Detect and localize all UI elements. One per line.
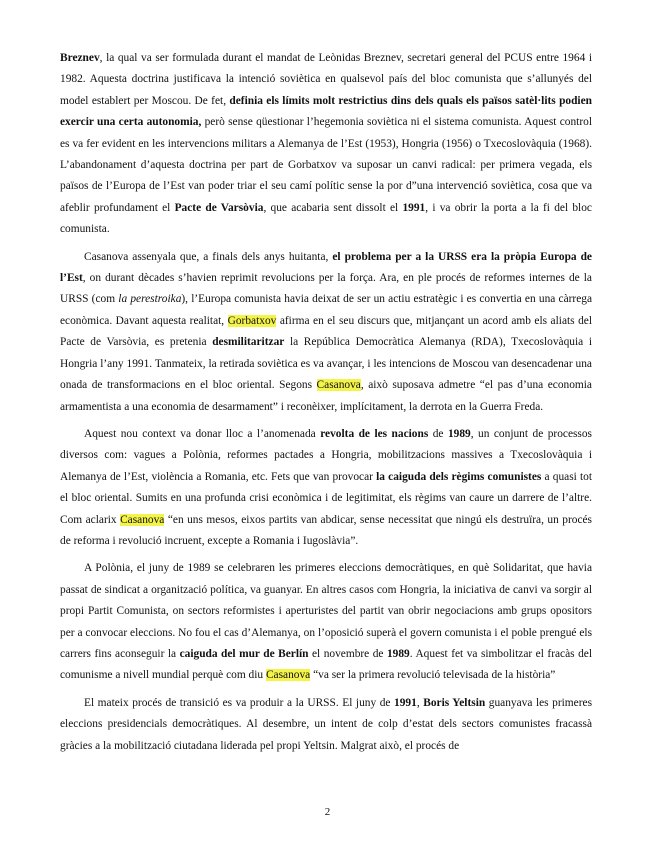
text-run: afirma en el seu discurs que, mitjançant un acord amb els aliats del Pacte de Varsòvia, es pretenia [60, 314, 592, 349]
highlighted-name: Casanova [316, 379, 361, 392]
bold-text: desmilitaritzar [212, 336, 285, 349]
text-run: A Polònia, el juny de 1989 se celebraren les primeres eleccions democràtiques, en què Solidaritat, que havia passat de sindicat a organització política, va guanyar. En altres casos com Hongria, la iniciativa de canvi va sorgir al propi Partit Comunista, on sectors reformistes i aperturistes del partit van obrir negociacions amb grups opositors per a convocar eleccions. No fou el cas d’Alemanya, on l’oposició superà el govern comunista i el poble prengué els carrers fins aconseguir la [60, 562, 592, 660]
bold-text: 1989 [447, 427, 471, 440]
text-run: , la qual va ser formulada durant el mandat de Leònidas Breznev, secretari general del PCUS entre 1964 i 1982. Aquesta doctrina justificava la intenció soviètica en qualsevol país del bloc comunista que s’allunyés del model establert per Moscou. De fet, [60, 52, 592, 107]
text-run: , [416, 696, 424, 709]
text-run: El mateix procés de transició es va produir a la URSS. El juny de [84, 696, 395, 709]
text-run: . Aquest fet va simbolitzar el fracàs del comunisme a nivell mundial perquè com diu [60, 647, 592, 682]
bold-text: caiguda del mur de Berlín [179, 647, 309, 660]
text-run: Aquest nou context va donar lloc a l’anomenada [84, 427, 321, 440]
text-run: , que acabaria sent dissolt el [263, 201, 403, 214]
text-run: , això suposava admetre “el pas d’una economia armamentista a una economia de desarmament” i reconèixer, implícitament, la derrota en la Guerra Freda. [60, 379, 592, 413]
body-paragraph [60, 424, 592, 552]
text-run: a quasi tot el bloc oriental. Sumits en una profunda crisi econòmica i de legitimitat, els règims van caure un darrere de l’altre. Com aclarix [60, 470, 592, 526]
body-paragraph [60, 558, 592, 686]
text-run: però sense qüestionar l’hegemonia soviètica ni el sistema comunista. Aquest control es va fer evident en les intervencions militars a Alemanya de l’Est (1953), Hongria (1956) o Txecoslovàquia (1968). L’abandonament d’aquesta doctrina per part de Gorbatxov va suposar un canvi radical: per primera vegada, els països de l’Europa de l’Est van poder triar el seu camí polític sense la por d”una intervenció soviètica, cosa que va afeblir profundament el [60, 116, 592, 214]
text-run: de [428, 427, 448, 440]
text-run: , i va obrir la porta a la fi del bloc comunista. [60, 201, 592, 236]
text-run: el novembre de [308, 647, 387, 660]
highlighted-name: Casanova [120, 513, 165, 526]
text-run: “en uns mesos, eixos partits van abdicar, sense necessitat que ningú els destruïra, un procés de reforma i revolució incruent, excepte a Romania i Iugoslàvia”. [60, 513, 592, 547]
text-run: “va ser la primera revolució televisada de la història” [310, 669, 556, 682]
body-paragraph [60, 693, 592, 757]
bold-text: la caiguda dels règims comunistes [376, 470, 542, 483]
body-paragraph [60, 247, 592, 418]
italic-text: la perestroika [118, 293, 182, 306]
document-body [60, 48, 592, 763]
page-number: 2 [324, 806, 331, 818]
body-paragraph [60, 48, 592, 241]
text-run: la República Democràtica Alemanya (RDA), Txecoslovàquia i Hongria l’any 1991. Tanmateix, la retirada soviètica es va avançar, i les intencions de Moscou van desencadenar una onada de transformacions en el bloc oriental. Segons [60, 336, 592, 392]
bold-text: revolta de les nacions [320, 427, 429, 440]
bold-text: Boris Yeltsin [423, 696, 486, 709]
highlighted-name: Casanova [265, 669, 311, 682]
text-run: , on durant dècades s’havien reprimit revolucions per la força. Ara, en ple procés de reformes internes de la URSS (com [60, 272, 592, 306]
bold-text: Breznev [60, 52, 100, 64]
bold-text: 1991 [402, 201, 426, 214]
bold-text: 1989 [386, 647, 410, 660]
text-run: Casanova assenyala que, a finals dels anys huitanta, [84, 250, 333, 263]
bold-text: 1991 [394, 696, 417, 709]
text-run: , un conjunt de processos diversos com: vagues a Polònia, reformes pactades a Hongria, mobilitzacions massives a Txecoslovàquia i Alemanya de l’Est, violència a Romania, etc. Fets que van provocar [60, 427, 592, 483]
text-run: guanyava les primeres eleccions presidencials democràtiques. Al desembre, un intent de colp d’estat dels sectors comunistes fracassà gràcies a la mobilització ciutadana liderada pel propi Yeltsin. Malgrat això, el procés de [60, 696, 592, 752]
highlighted-name: Gorbatxov [227, 314, 277, 327]
bold-text: definia els límits molt restrictius dins dels quals els països satèl·lits podien exercir una certa autonomia, [60, 94, 592, 129]
bold-text: el problema per a la URSS era la pròpia Europa de l’Est [60, 250, 592, 285]
bold-text: Pacte de Varsòvia [174, 201, 264, 214]
text-run: ), l’Europa comunista havia deixat de ser un actiu estratègic i es convertia en una càrrega econòmica. Davant aquesta realitat, [60, 293, 593, 327]
